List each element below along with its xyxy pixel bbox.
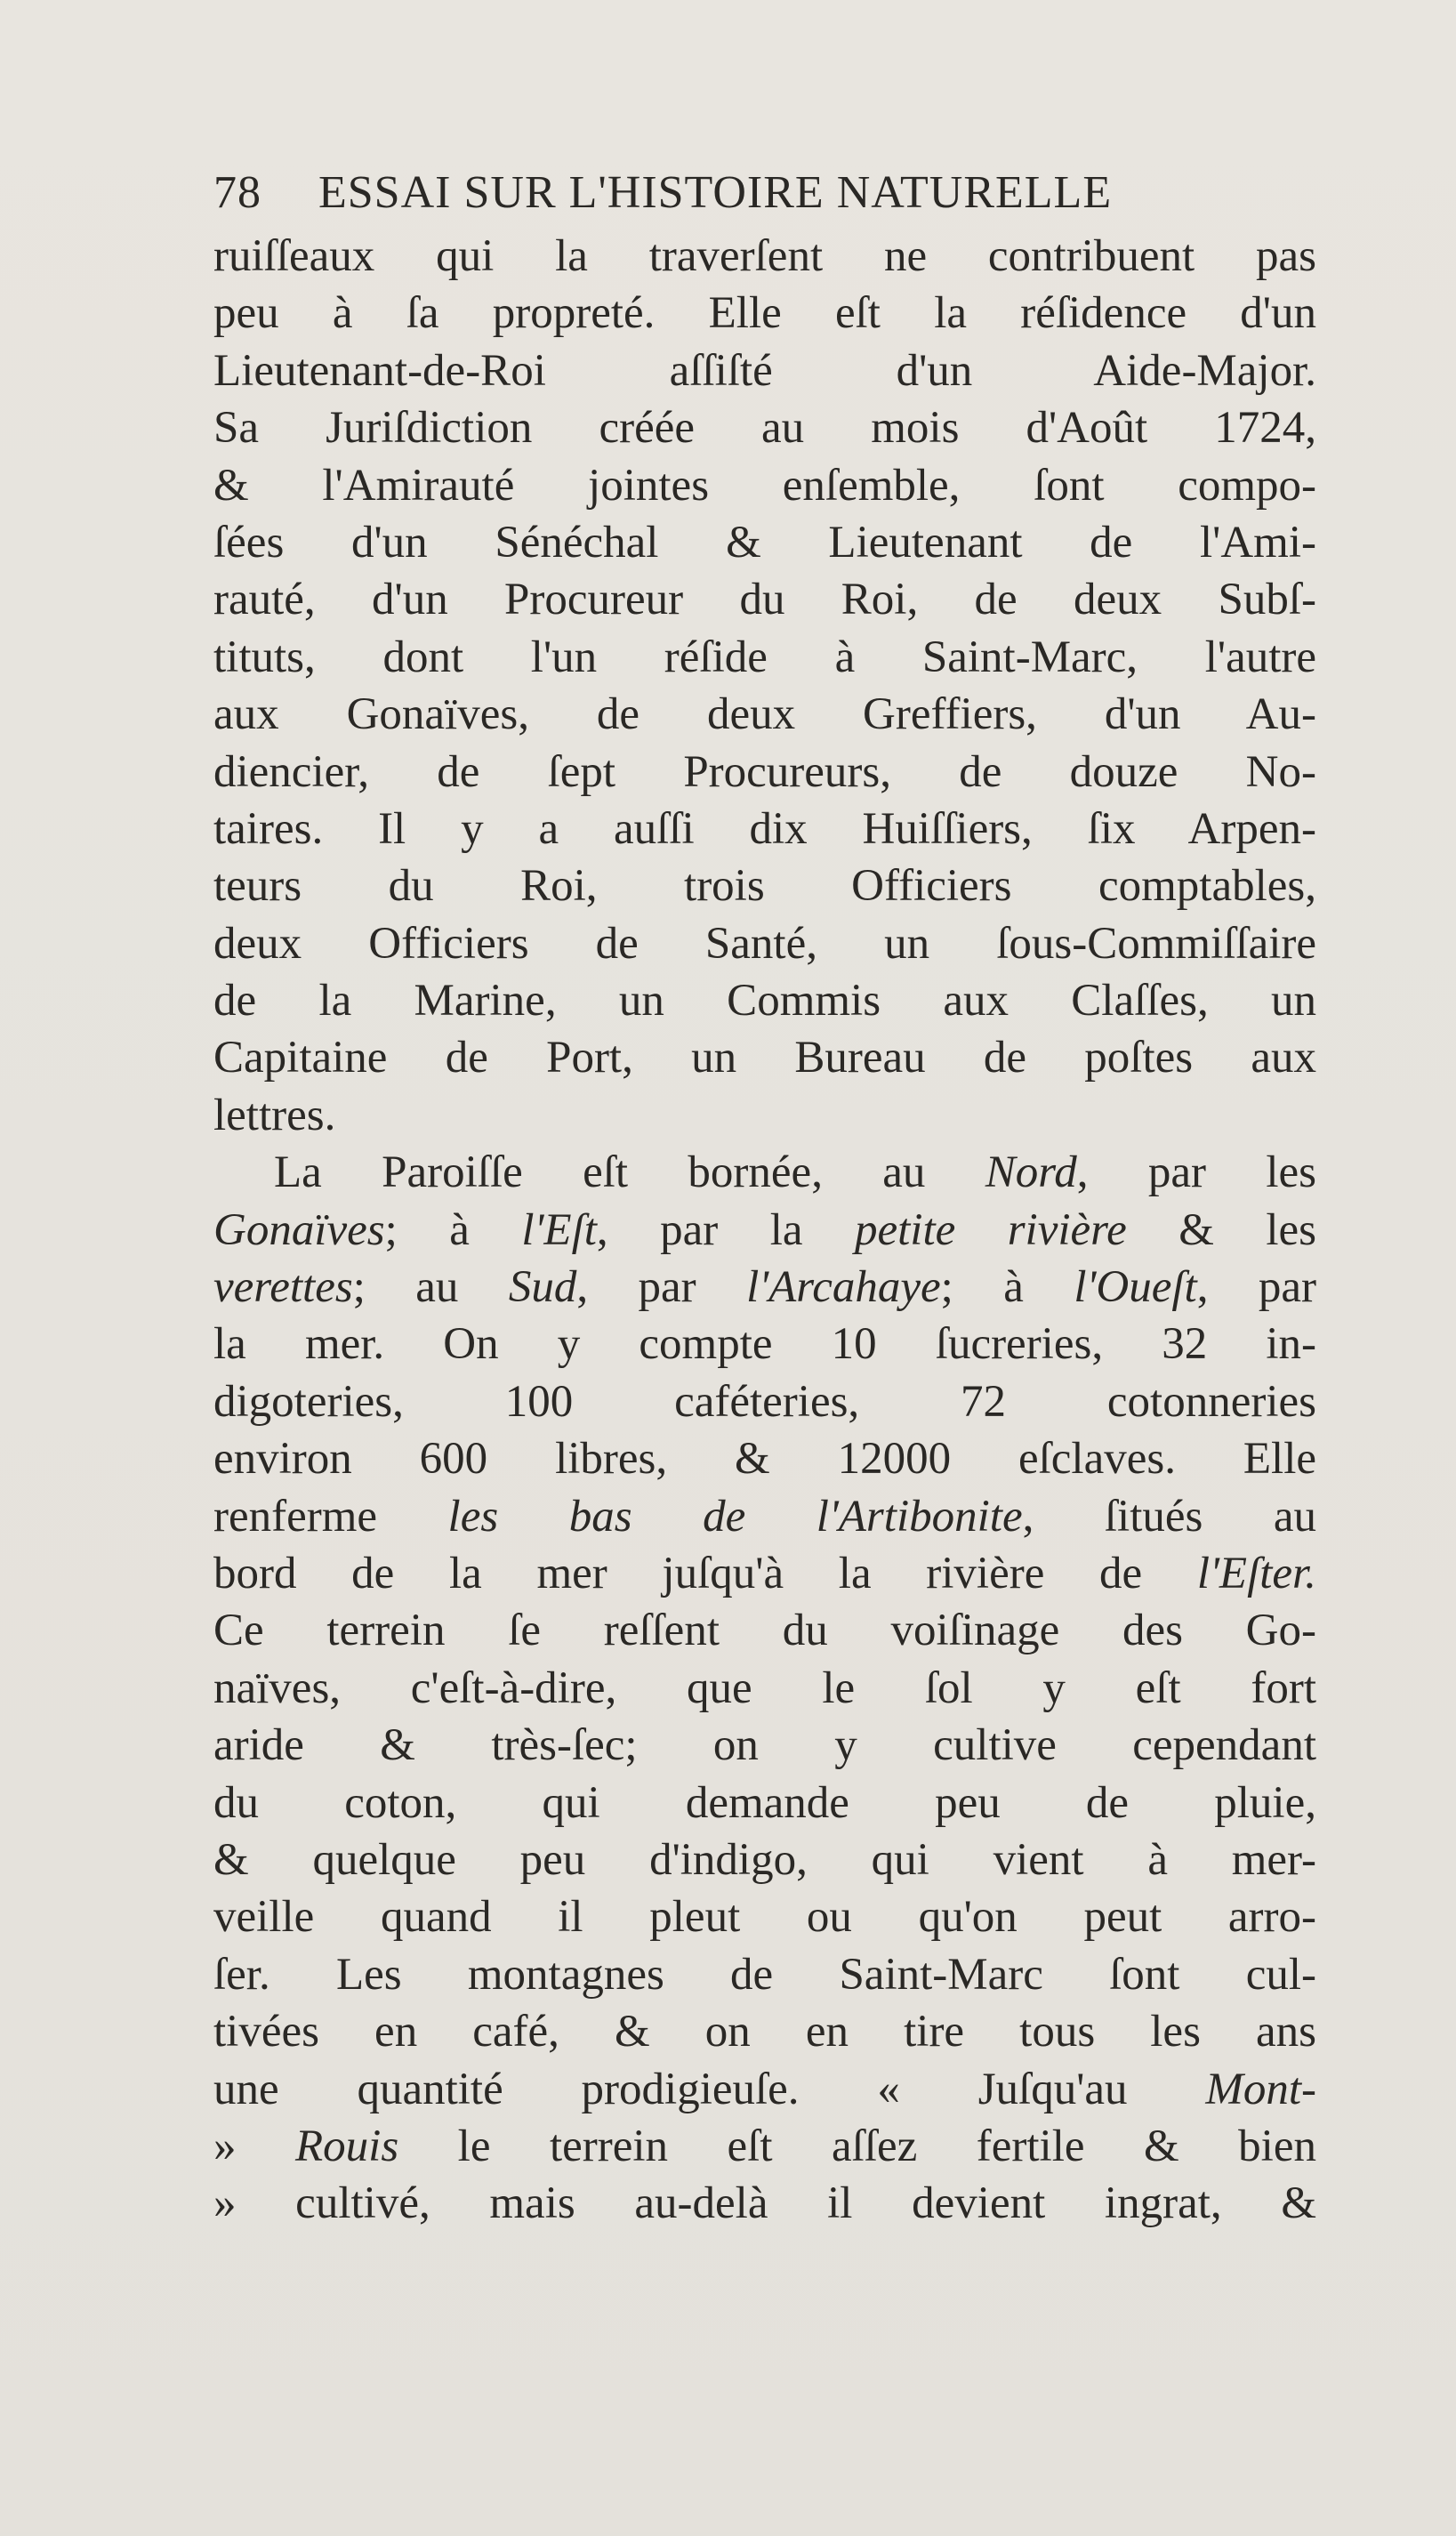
text-line [213, 1488, 1316, 1545]
text-line: & quelque peu d'indigo, qui vient à mer- [213, 1834, 1316, 1885]
text-run: , par la [596, 1204, 855, 1255]
text-line: ſer. Les montagnes de Saint-Marc ſont cul- [213, 1949, 1316, 2000]
text-line [213, 1259, 1316, 1316]
text-line: lettres. [213, 1090, 336, 1140]
text-run: » [213, 2121, 295, 2171]
text-line: aride & très-ſec; on y cultive cependant [213, 1720, 1316, 1771]
italic-run: l'Oueſt [1074, 1262, 1197, 1313]
text-run: bord de la mer juſqu'à la rivière de [213, 1548, 1197, 1598]
italic-run: l'Eſter. [1196, 1548, 1316, 1598]
text-line [213, 2061, 1316, 2118]
text-line: rauté, d'un Procureur du Roi, de deux Subſ- [213, 575, 1316, 625]
text-line: veille quand il pleut ou qu'on peut arro- [213, 1892, 1316, 1943]
page-number: 78 [213, 167, 261, 218]
text-line: taires. Il y a auſſi dix Huiſſiers, ſix Arpen- [213, 803, 1316, 854]
text-run: le terrein eſt aſſez fertile & bien [398, 2121, 1316, 2171]
text-run: une quantité prodigieuſe. « Juſqu'au [213, 2064, 1206, 2114]
text-line: » cultivé, mais au-delà il devient ingrat, & [213, 2178, 1316, 2229]
text-line: ſées d'un Sénéchal & Lieutenant de l'Ami- [213, 517, 1316, 568]
text-line: diencier, de ſept Procureurs, de douze No- [213, 746, 1316, 797]
text-line: aux Gonaïves, de deux Greffiers, d'un Au- [213, 689, 1316, 740]
text-run: , par [1196, 1262, 1316, 1313]
italic-run: l'Arcahaye [746, 1262, 941, 1313]
text-line: Ce terrein ſe reſſent du voiſinage des Go- [213, 1606, 1316, 1656]
text-line: deux Officiers de Santé, un ſous-Commiſſaire [213, 918, 1316, 969]
paragraph-1 [213, 228, 1316, 1144]
italic-run: Gonaïves [213, 1204, 385, 1255]
running-title: ESSAI SUR L'HISTOIRE NATURELLE [318, 167, 1113, 218]
text-line: de la Marine, un Commis aux Claſſes, un [213, 976, 1316, 1026]
italic-run: Mont- [1205, 2064, 1316, 2114]
text-line: Lieutenant-de-Roi aſſiſté d'un Aide-Major. [213, 345, 1316, 396]
paragraph-2 [213, 1144, 1316, 2232]
text-block [213, 158, 1316, 2233]
text-line [213, 1545, 1316, 1602]
italic-run: l'Eſt [521, 1204, 597, 1255]
text-run: , par les [1076, 1147, 1316, 1198]
italic-run: verettes [213, 1262, 353, 1313]
text-run: La Paroiſſe eſt bornée, au [274, 1147, 985, 1198]
text-run: , par [576, 1262, 747, 1313]
text-line: digoteries, 100 caféteries, 72 cotonneries [213, 1376, 1316, 1427]
text-line: la mer. On y compte 10 ſucreries, 32 in- [213, 1319, 1316, 1370]
text-run: ; au [352, 1262, 509, 1313]
text-run: ; à [384, 1204, 522, 1255]
text-line: Sa Juriſdiction créée au mois d'Août 1724, [213, 403, 1316, 454]
text-line: teurs du Roi, trois Officiers comptables, [213, 861, 1316, 912]
italic-run: Rouis [295, 2121, 399, 2171]
text-line: Capitaine de Port, un Bureau de poſtes aux [213, 1033, 1316, 1083]
text-run: renferme [213, 1491, 448, 1542]
italic-run: petite rivière [854, 1204, 1127, 1255]
text-line: naïves, c'eſt-à-dire, que le ſol y eſt fort [213, 1662, 1316, 1713]
text-line: ruiſſeaux qui la traverſent ne contribuent pas [213, 231, 1316, 281]
text-line: & l'Amirauté jointes enſemble, ſont compo- [213, 460, 1316, 511]
italic-run: Nord [985, 1147, 1077, 1198]
italic-run: Sud [508, 1262, 577, 1313]
text-line [213, 1144, 1316, 1201]
text-line: environ 600 libres, & 12000 eſclaves. Elle [213, 1434, 1316, 1485]
text-line: du coton, qui demande peu de pluie, [213, 1777, 1316, 1828]
text-line [213, 2118, 1316, 2175]
text-run: , ſitués au [1022, 1491, 1316, 1542]
italic-run: les bas de l'Artibonite [447, 1491, 1023, 1542]
running-head [213, 158, 1316, 228]
text-run: & les [1126, 1204, 1316, 1255]
text-run: ; à [940, 1262, 1074, 1313]
text-line [213, 1202, 1316, 1259]
text-line: tituts, dont l'un réſide à Saint-Marc, l'autre [213, 632, 1316, 682]
text-line: tivées en café, & on en tire tous les ans [213, 2007, 1316, 2057]
text-line: peu à ſa propreté. Elle eſt la réſidence d'un [213, 288, 1316, 339]
